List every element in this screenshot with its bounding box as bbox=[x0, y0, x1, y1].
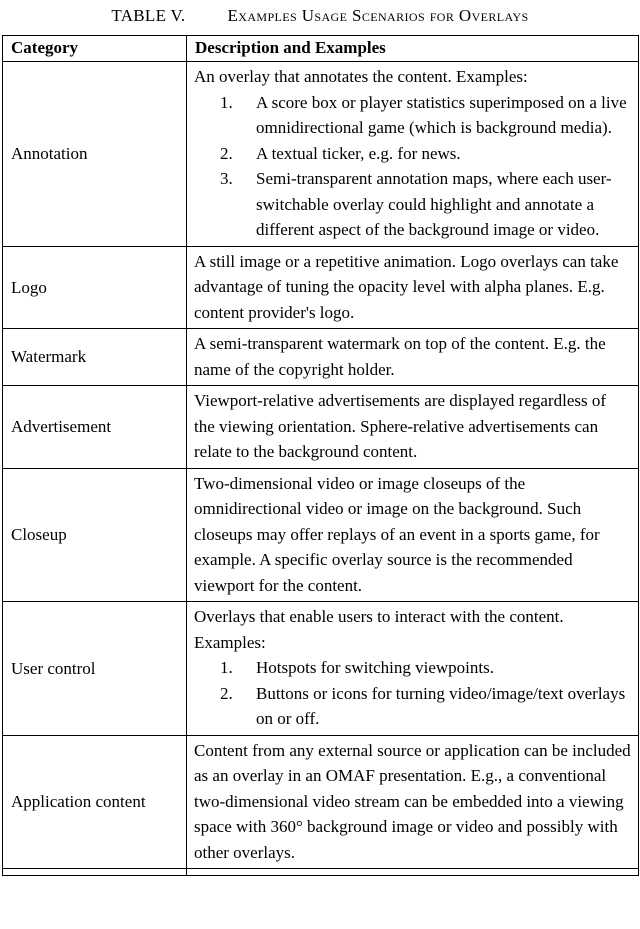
description-cell bbox=[187, 735, 639, 869]
category-cell: Logo bbox=[3, 246, 187, 329]
description-list bbox=[194, 90, 631, 243]
overlay-usage-table bbox=[2, 35, 639, 876]
description-cell bbox=[187, 329, 639, 386]
table-header-row bbox=[3, 36, 639, 62]
header-category: Category bbox=[3, 36, 187, 62]
category-cell: Closeup bbox=[3, 468, 187, 602]
description-list-item: A textual ticker, e.g. for news. bbox=[256, 143, 461, 163]
description-cell bbox=[187, 602, 639, 736]
description-cell bbox=[187, 246, 639, 329]
description-text: Overlays that enable users to interact with the content. Examples: bbox=[194, 607, 564, 652]
category-cell: Advertisement bbox=[3, 386, 187, 469]
description-list-item: A score box or player statistics superimposed on a live omnidirectional game (which is background media). bbox=[256, 92, 627, 137]
description-text: Viewport-relative advertisements are displayed regardless of the viewing orientation. Sphere-relative advertisements can relate to the background content. bbox=[194, 391, 607, 461]
table-row bbox=[3, 329, 639, 386]
partial-row bbox=[3, 869, 639, 876]
table-caption-title: Examples Usage Scenarios for Overlays bbox=[227, 6, 529, 25]
table-body bbox=[3, 62, 639, 869]
description-list-item: Buttons or icons for turning video/image/text overlays on or off. bbox=[256, 683, 626, 728]
table-row bbox=[3, 246, 639, 329]
category-cell: Application content bbox=[3, 735, 187, 869]
description-list-item: Semi-transparent annotation maps, where each user-switchable overlay could highlight and annotate a different aspect of the background image or video. bbox=[256, 169, 612, 239]
table-caption bbox=[0, 0, 640, 35]
description-text: An overlay that annotates the content. Examples: bbox=[194, 67, 528, 86]
description-text: A semi-transparent watermark on top of the content. E.g. the name of the copyright holder. bbox=[194, 334, 606, 379]
category-cell: Watermark bbox=[3, 329, 187, 386]
description-cell bbox=[187, 62, 639, 247]
description-text: A still image or a repetitive animation. Logo overlays can take advantage of tuning the opacity level with alpha planes. E.g. content provider's logo. bbox=[194, 251, 619, 322]
table-row bbox=[3, 602, 639, 736]
partial-category-cell bbox=[3, 869, 187, 876]
table-caption-label: TABLE V. bbox=[111, 6, 186, 25]
table-row bbox=[3, 386, 639, 469]
table-row bbox=[3, 62, 639, 247]
category-cell: Annotation bbox=[3, 62, 187, 247]
description-cell bbox=[187, 468, 639, 602]
table-row bbox=[3, 468, 639, 602]
partial-description-cell bbox=[187, 869, 639, 876]
description-text: Two-dimensional video or image closeups of the omnidirectional video or image on the background. Such closeups may offer replays of an event in a sports game, for example. A specific overlay source is the recommended viewport for the content. bbox=[194, 473, 600, 595]
description-list-item: Hotspots for switching viewpoints. bbox=[256, 658, 494, 677]
table-row bbox=[3, 735, 639, 869]
description-cell bbox=[187, 386, 639, 469]
description-list bbox=[194, 655, 631, 732]
description-text: Content from any external source or application can be included as an overlay in an OMAF presentation. E.g., a conventional two-dimensional video stream can be embedded into a viewing space with 360° background image or video and possibly with other overlays. bbox=[194, 740, 631, 862]
header-description: Description and Examples bbox=[187, 36, 639, 62]
category-cell: User control bbox=[3, 602, 187, 736]
